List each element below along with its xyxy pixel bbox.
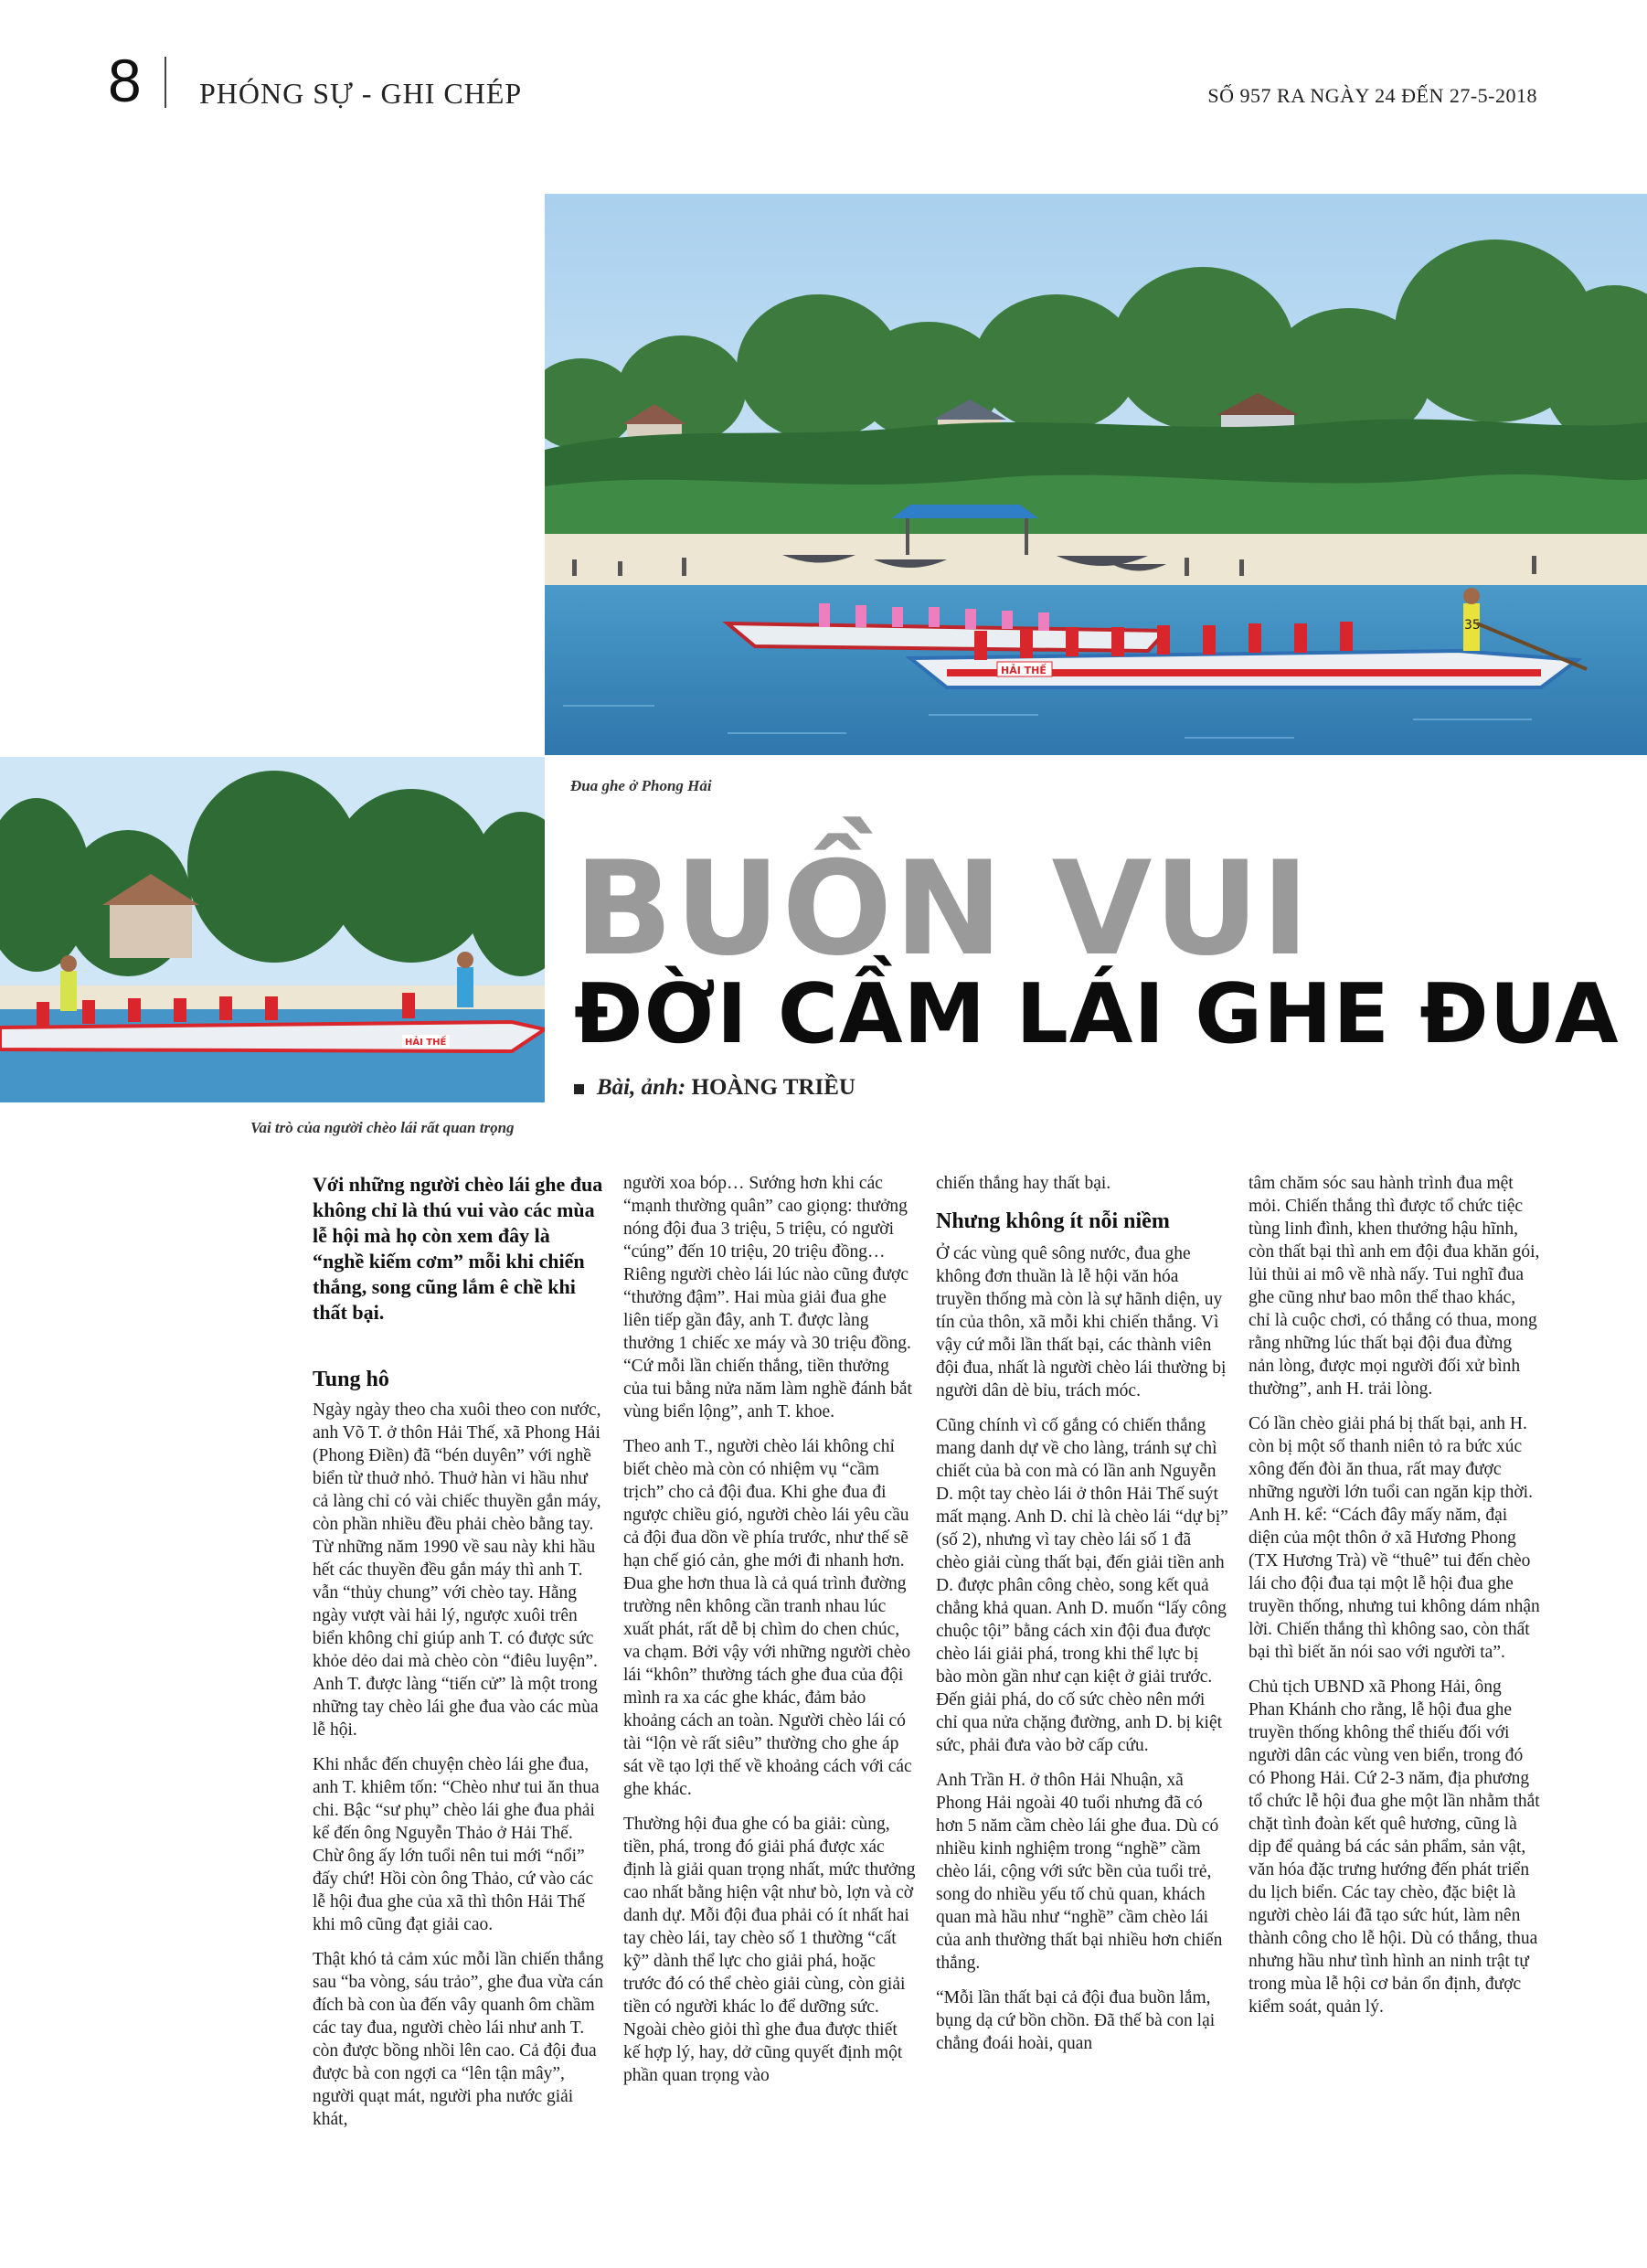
side-boat-sign-label: HẢI THẾ (405, 1038, 447, 1048)
page-number: 8 (108, 47, 142, 114)
paragraph: Cũng chính vì cố gắng có chiến thắng mang danh dự về cho làng, tránh sự chì chiết của bà con mà có lần anh Nguyễn D. một tay chèo lái ở thôn Hải Thế suýt mất mạng. Anh D. chỉ là chèo lái “dự bị” (số 2), nhưng vì tay chèo lái số 1 đã chèo giải cùng thất bại, đến giải tiền anh D. được phân công chèo, song kết quả chẳng khả quan. Anh D. muốn “lấy công chuộc tội” bằng cách xin đội đua được chèo lái giải phá, trong khi thể lực bị bào mòn gần như cạn kiệt ở giải trước. Đến giải phá, do cố sức chèo nên mới chỉ qua nửa chặng đường, anh D. bị kiệt sức, phải đưa vào bờ cấp cứu. (936, 1416, 1228, 1755)
paragraph: Khi nhắc đến chuyện chèo lái ghe đua, anh T. khiêm tốn: “Chèo như tui ăn thua chi. Bậc “sư phụ” chèo lái ghe đua phải kể đến ông Nguyễn Thảo ở Hải Thế. Chừ ông ấy lớn tuổi nên tui mới “nổi” đấy chứ! Hồi còn ông Thảo, cứ vào các lễ hội đua ghe của xã thì thôn Hải Thế khi mô cũng đạt giải cao. (313, 1755, 600, 1934)
boat-sign-label: HẢI THẾ (1001, 665, 1047, 676)
side-photo-caption: Vai trò của người chèo lái rất quan trọng (250, 1119, 515, 1136)
paragraph: Chủ tịch UBND xã Phong Hải, ông Phan Khánh cho rằng, lễ hội đua ghe truyền thống không thể thiếu đối với người dân các vùng ven biển, trong đó có Phong Hải. Cứ 2-3 năm, địa phương tổ chức lễ hội đua ghe một lần nhằm thắt chặt tình đoàn kết quê hương, cũng là dịp để quảng bá các sản phẩm, sản vật, văn hóa đặc trưng hướng đến phát triển du lịch biển. Các tay chèo, đặc biệt là người chèo lái đã tạo sức hút, làm nên thành công cho lễ hội. Dù có thắng, thua nhưng hầu như tình hình an ninh trật tự trong mùa lễ hội cơ bản ổn định, được kiểm soát, quản lý. (1249, 1677, 1540, 2017)
subhead-noi-niem: Nhưng không ít nỗi niềm (936, 1209, 1170, 1233)
article-column-1 (313, 1172, 605, 2143)
main-photo-boat-race (545, 194, 1647, 755)
side-photo-steersman (0, 757, 545, 1102)
article-column-3 (936, 1172, 1228, 2067)
article-column-2 (623, 1172, 916, 2099)
paragraph: Thật khó tả cảm xúc mỗi lần chiến thắng sau “ba vòng, sáu trảo”, ghe đua vừa cán đích bà con ùa đến vây quanh ôm chầm các tay đua, người chèo lái như anh T. còn được bồng nhồi lên cao. Cả đội đua được bà con ngợi ca “lên tận mây”, người quạt mát, người pha nước giải khát, (313, 1950, 604, 2129)
paragraph: chiến thắng hay thất bại. (936, 1174, 1111, 1193)
headline-secondary: ĐỜI CẦM LÁI GHE ĐUA (574, 966, 1620, 1062)
paragraph: người xoa bóp… Sướng hơn khi các “mạnh thường quân” cao giọng: thưởng nóng đội đua 3 triệu, 5 triệu, có người “cúng” đến 10 triệu, 20 triệu đồng… Riêng người chèo lái lúc nào cũng được “thưởng đậm”. Hai mùa giải đua ghe liên tiếp gần đây, anh T. được làng thưởng 1 chiếc xe máy và 30 triệu đồng. “Cứ mỗi lần chiến thắng, tiền thưởng của tui bằng nửa năm làm nghề đánh bắt vùng biển lộng”, anh T. khoe. (623, 1174, 912, 1421)
paragraph: Anh Trần H. ở thôn Hải Nhuận, xã Phong Hải ngoài 40 tuổi nhưng đã có hơn 5 năm cầm chèo lái ghe đua. Dù có nhiều kinh nghiệm trong “nghề” cầm chèo lái, cộng với sức bền của tuổi trẻ, song do nhiều yếu tố chủ quan, khách quan mà hầu như “nghề” cầm chèo lái của anh thường thất bại nhiều hơn chiến thắng. (936, 1771, 1223, 1973)
paragraph: Ở các vùng quê sông nước, đua ghe không đơn thuần là lễ hội văn hóa truyền thống mà còn là sự hãnh diện, uy tín của thôn, xã mỗi khi chiến thắng. Vì vậy cứ mỗi lần thất bại, các thành viên đội đua, nhất là người chèo lái thường bị người dân dè bỉu, trách móc. (936, 1244, 1227, 1400)
byline-author: HOÀNG TRIỀU (691, 1075, 855, 1100)
main-photo-illustration (545, 194, 1647, 755)
paragraph: Thường hội đua ghe có ba giải: cùng, tiền, phá, trong đó giải phá được xác định là giải quan trọng nhất, mức thưởng cao nhất bằng hiện vật như bò, lợn và cờ danh dự. Mỗi đội đua phải có ít nhất hai tay chèo lái, tay chèo số 1 thường “cất kỹ” dành thể lực cho giải phá, hoặc trước đó có thể chèo giải cùng, còn giải tiền có người khác lo để dưỡng sức. Ngoài chèo giỏi thì ghe đua được thiết kế hợp lý, hay, dở cũng quyết định một phần quan trọng vào (623, 1815, 916, 2085)
subhead-tung-ho: Tung hô (313, 1368, 389, 1391)
article-column-4 (1249, 1172, 1541, 2030)
paragraph: Theo anh T., người chèo lái không chỉ biết chèo mà còn có nhiệm vụ “cầm trịch” cho cả đội đua. Khi ghe đua đi ngược chiều gió, người chèo lái yêu cầu cả đội đua dồn về phía trước, như thế sẽ hạn chế gió cản, ghe mới đi nhanh hơn. Đua ghe hơn thua là cả quá trình đường trường nên không cần tranh nhau lúc xuất phát, rất dễ bị chìm do chen chúc, va chạm. Bởi vậy với những người chèo lái “khôn” thường tách ghe đua của đội mình ra xa các ghe khác, đảm bảo khoảng cách an toàn. Người chèo lái có tài “lộn vè rất siêu” thường cho ghe áp sát về tạo lợi thế về khoảng cách với các ghe khác. (623, 1437, 912, 1799)
header-divider (165, 57, 166, 108)
issue-info: SỐ 957 RA NGÀY 24 ĐẾN 27-5-2018 (1207, 84, 1537, 107)
byline-square-icon (574, 1084, 584, 1094)
bib-number-label: 35 (1464, 618, 1481, 633)
byline (574, 1075, 855, 1101)
paragraph: Ngày ngày theo cha xuôi theo con nước, anh Võ T. ở thôn Hải Thế, xã Phong Hải (Phong Điền) đã “bén duyên” với nghề biển từ thuở nhỏ. Thuở hàn vi hầu như cả làng chỉ có vài chiếc thuyền gắn máy, còn phần nhiều đều phải chèo bằng tay. Từ những năm 1990 về sau này khi hầu hết các thuyền đều gắn máy thì anh T. vẫn “thủy chung” với chèo tay. Hằng ngày vượt vài hải lý, ngược xuôi trên biển không chỉ giúp anh T. có được sức khỏe dẻo dai mà chèo còn “điêu luyện”. Anh T. được làng “tiến cử” là một trong những tay chèo lái ghe đua vào các mùa lễ hội. (313, 1400, 601, 1740)
side-photo-illustration (0, 757, 545, 1102)
byline-label: Bài, ảnh: (597, 1075, 686, 1100)
paragraph: Có lần chèo giải phá bị thất bại, anh H. còn bị một số thanh niên tỏ ra bức xúc xông đến đòi ăn thua, rất may được những người lớn tuổi can ngăn kịp thời. Anh H. kể: “Cách đây mấy năm, đại diện của một thôn ở xã Hương Phong (TX Hương Trà) về “thuê” tui đến chèo lái cho đội đua tại một lễ hội đua ghe truyền thống, nhưng tui không dám nhận lời. Chiến thắng thì không sao, còn thất bại thì biết ăn nói sao với người ta”. (1249, 1414, 1540, 1662)
paragraph: “Mỗi lần thất bại cả đội đua buồn lắm, bụng dạ cứ bồn chồn. Đã thế bà con lại chẳng đoái hoài, quan (936, 1988, 1216, 2053)
headline-primary: BUỒN VUI (574, 834, 1312, 985)
main-photo-caption: Đua ghe ở Phong Hải (570, 777, 712, 794)
paragraph: tâm chăm sóc sau hành trình đua mệt mỏi. Chiến thắng thì được tổ chức tiệc tùng linh đình, khen thưởng hậu hĩnh, còn thất bại thì anh em đội đua khăn gói, lủi thủi ai mô về nhà nấy. Tui nghĩ đua ghe cũng như bao môn thể thao khác, chỉ là cuộc chơi, có thắng có thua, mong rằng những lúc thất bại đội đua đừng nản lòng, được mọi người đối xử bình thường”, anh H. trải lòng. (1249, 1174, 1540, 1399)
section-title: PHÓNG SỰ - GHI CHÉP (199, 77, 523, 110)
article-lead: Với những người chèo lái ghe đua không chỉ là thú vui vào các mùa lễ hội mà họ còn xem đây là “nghề kiếm cơm” mỗi khi chiến thắng, song cũng lắm ê chề khi thất bại. (313, 1173, 603, 1324)
